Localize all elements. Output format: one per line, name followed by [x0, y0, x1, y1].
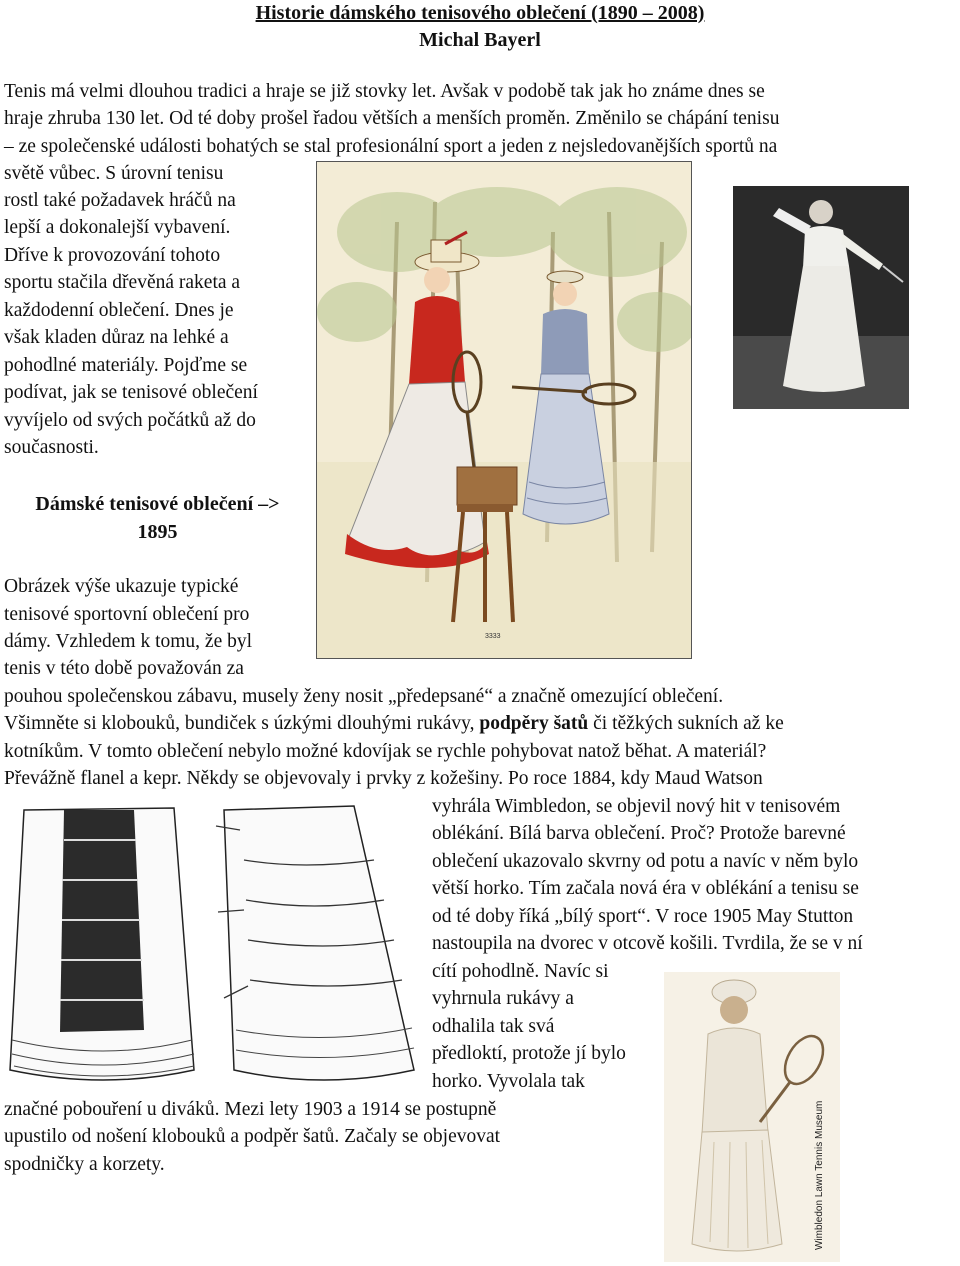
intro-line: však kladen důraz na lehké a [4, 327, 229, 348]
right-line: horko. Vyvolala tak [432, 1071, 585, 1092]
illustration-number: 3333 [485, 633, 501, 640]
body-line: dámy. Vzhledem k tomu, že byl [4, 631, 253, 652]
body-line: tenisové sportovní oblečení pro [4, 604, 250, 625]
document-author: Michal Bayerl [419, 29, 541, 51]
intro-line: Tenis má velmi dlouhou tradici a hraje se již stovky let. Avšak v podobě tak jak ho známe dnes se [4, 81, 765, 102]
body-line: kotníkům. V tomto oblečení nebylo možné kdovíjak se rychle pohybovat natož běhat. A materiál? [4, 741, 767, 762]
intro-line: pohodlné materiály. Pojďme se [4, 355, 248, 376]
body-text: Všimněte si klobouků, bundiček s úzkými dlouhými rukávy, [4, 713, 480, 734]
photo-caption: Wimbledon Lawn Tennis Museum [814, 1100, 825, 1250]
right-line: vyhrnula rukávy a [432, 988, 574, 1009]
intro-line: každodenní oblečení. Dnes je [4, 300, 234, 321]
illustration-svg [317, 162, 691, 658]
right-line: větší horko. Tím začala nová éra v oblékání a tenisu se [432, 878, 859, 899]
bold-term: podpěry šatů [479, 713, 589, 734]
body-line: tenis v této době považován za [4, 658, 244, 679]
intro-line: světě vůbec. S úrovní tenisu [4, 163, 224, 184]
photo-lady-player [733, 186, 909, 409]
intro-line: současnosti. [4, 437, 99, 458]
right-line: oblékání. Bílá barva oblečení. Proč? Protože barevné [432, 823, 846, 844]
section-heading-line: Dámské tenisové oblečení –> [35, 493, 280, 515]
intro-line: – ze společenské události bohatých se stal profesionální sport a jeden z nejsledovanějších sportů na [4, 136, 778, 157]
document-title: Historie dámského tenisového oblečení (1890 – 2008) [255, 2, 705, 24]
section-heading-year: 1895 [137, 521, 178, 543]
intro-line: rostl také požadavek hráčů na [4, 190, 236, 211]
illustration-1895-ladies [316, 161, 692, 659]
right-line: oblečení ukazovalo skvrny od potu a navíc v něm bylo [432, 851, 859, 872]
right-line: nastoupila na dvorec v otcově košili. Tvrdila, že se v ní [432, 933, 863, 954]
section-heading [0, 490, 315, 546]
right-line: od té doby říká „bílý sport“. V roce 1905 May Stutton [432, 906, 854, 927]
body-line: pouhou společenskou zábavu, musely ženy nosit „předepsané“ a značně omezující oblečení. [4, 686, 724, 707]
right-line: předloktí, protože jí bylo [432, 1043, 626, 1064]
intro-line: lepší a dokonalejší vybavení. [4, 217, 231, 238]
bustle-svg [4, 800, 420, 1090]
intro-line: vyvíjelo od svých počátků až do [4, 410, 256, 431]
body-line: Převážně flanel a kepr. Někdy se objevovaly i prvky z kožešiny. Po roce 1884, kdy Maud Watson [4, 768, 763, 789]
intro-line: podívat, jak se tenisové oblečení [4, 382, 258, 403]
photo-may-sutton [664, 972, 840, 1262]
document-title-block [0, 0, 960, 54]
body-line: Obrázek výše ukazuje typické [4, 576, 239, 597]
body-text: či těžkých sukních až ke [588, 713, 784, 734]
right-line: cítí pohodlně. Navíc si [432, 961, 609, 982]
illustration-bustle [4, 800, 420, 1090]
bottom-line: upustilo od nošení klobouků a podpěr šatů. Začaly se objevovat [4, 1126, 501, 1147]
intro-line: hraje zhruba 130 let. Od té doby prošel řadou větších a menších proměn. Změnilo se chápání tenisu [4, 108, 780, 129]
bottom-line: značné pobouření u diváků. Mezi lety 1903 a 1914 se postupně [4, 1099, 497, 1120]
intro-line: sportu stačila dřevěná raketa a [4, 272, 241, 293]
bottom-line: spodničky a korzety. [4, 1154, 165, 1175]
right-line: odhalila tak svá [432, 1016, 555, 1037]
photo-lady-svg [733, 186, 909, 409]
right-line: vyhrála Wimbledon, se objevil nový hit v tenisovém [432, 796, 841, 817]
intro-line: Dříve k provozování tohoto [4, 245, 221, 266]
body-line-bold [4, 710, 784, 737]
